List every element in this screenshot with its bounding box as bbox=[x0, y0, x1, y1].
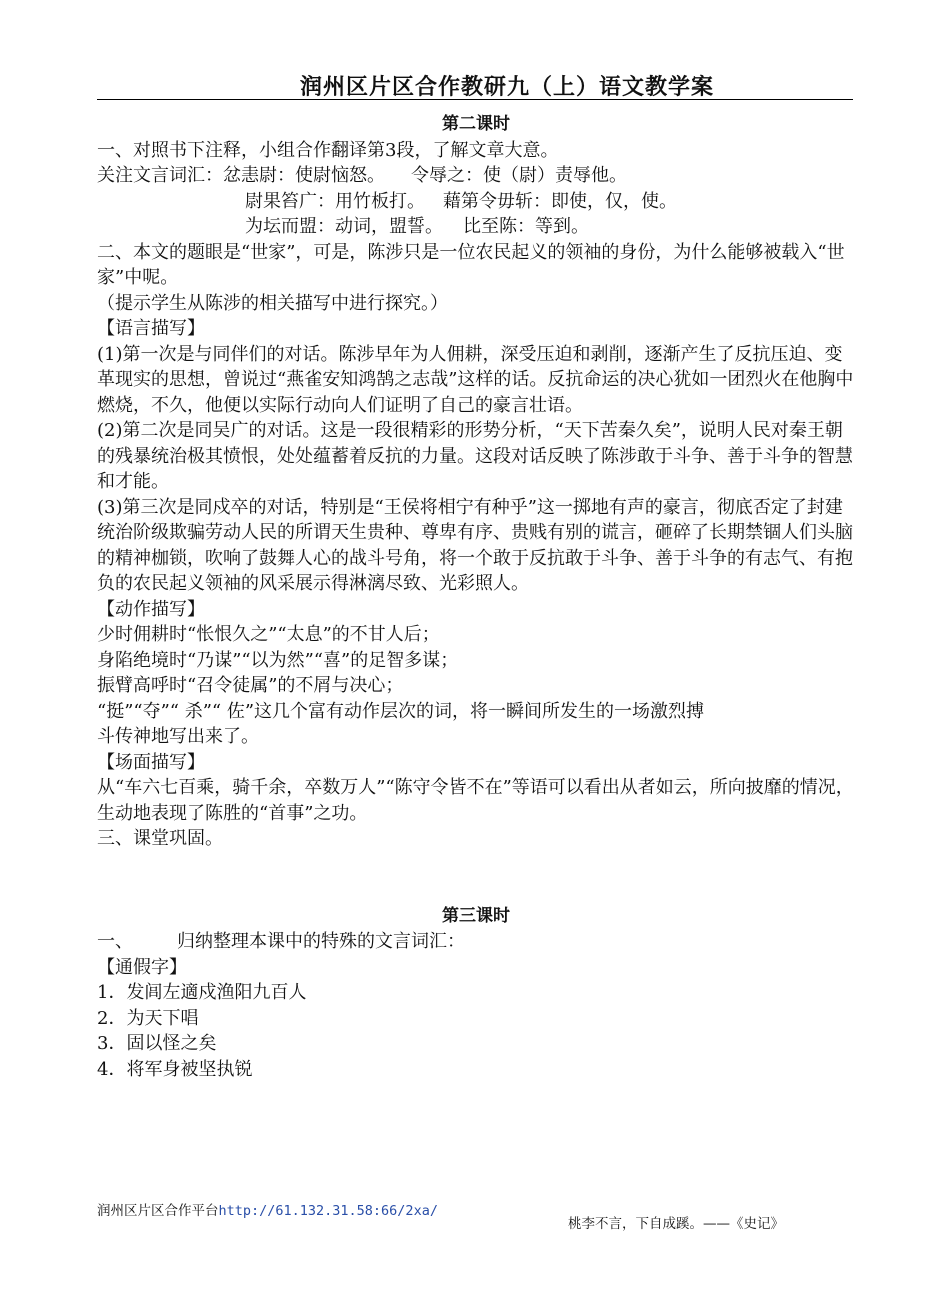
vocab-entry-1: 忿恚尉：使尉恼怒。 bbox=[223, 165, 385, 186]
footer-quote: 桃李不言，下自成蹊。——《史记》 bbox=[568, 1216, 784, 1232]
vocab-entry-3: 尉果笞广：用竹板打。 bbox=[245, 190, 425, 212]
vocab-entry-6: 比至陈：等到。 bbox=[463, 216, 589, 237]
tongjiazi-item-1: 1．发闾左適戍渔阳九百人 bbox=[97, 982, 307, 1003]
action-line-2: 身陷绝境时“乃谋”“以为然”“喜”的足智多谋； bbox=[97, 649, 459, 671]
section-title-lesson2: 第二课时 bbox=[442, 114, 510, 134]
tongjiazi-item-3: 3．固以怪之矣 bbox=[97, 1033, 217, 1054]
action-heading: 【动作描写】 bbox=[97, 598, 205, 620]
lesson3-item1-text: 归纳整理本课中的特殊的文言词汇： bbox=[177, 931, 465, 952]
action-line-5: 斗传神地写出来了。 bbox=[97, 726, 259, 747]
section-title-lesson3: 第三课时 bbox=[442, 905, 510, 926]
lesson2-item3: 三、课堂巩固。 bbox=[97, 828, 223, 849]
lesson2-item2: 二、本文的题眼是“世家”，可是，陈涉只是一位农民起义的领袖的身份，为什么能够被载入“世家”中呢。 bbox=[97, 241, 845, 288]
vocab-line-1 bbox=[97, 163, 855, 189]
action-line-3: 振臂高呼时“召令徒属”的不屑与决心； bbox=[97, 675, 404, 696]
scene-paragraph: 从“车六七百乘，骑千余，卒数万人”“陈守令皆不在”等语可以看出从者如云，所向披靡的情况，生动地表现了陈胜的“首事”之功。 bbox=[97, 777, 854, 824]
vocab-intro: 关注文言词汇： bbox=[97, 165, 223, 186]
footer-url-link[interactable]: http://61.132.31.58:66/2xa/ bbox=[218, 1203, 438, 1219]
action-line-4: “挺”“夺”“ 杀”“ 佐”这几个富有动作层次的词，将一瞬间所发生的一场激烈搏 bbox=[97, 700, 705, 722]
vocab-entry-5: 为坛而盟：动词，盟誓。 bbox=[245, 216, 443, 237]
action-line-1: 少时佣耕时“怅恨久之”“太息”的不甘人后； bbox=[97, 624, 440, 645]
lesson3-item1 bbox=[97, 929, 855, 955]
lesson2-hint: （提示学生从陈涉的相关描写中进行探究。） bbox=[97, 292, 448, 314]
footer-platform-name: 润州区片区合作平台 bbox=[97, 1203, 219, 1219]
footer-platform bbox=[97, 1199, 438, 1219]
language-paragraph-2: (2)第二次是同吴广的对话。这是一段很精彩的形势分析，“天下苦秦久矣”，说明人民对秦王朝的残暴统治极其愤恨，处处蕴蓄着反抗的力量。这段对话反映了陈涉敢于斗争、善于斗争的智慧和才能。 bbox=[97, 420, 853, 492]
language-heading: 【语言描写】 bbox=[97, 318, 205, 339]
header-divider bbox=[97, 99, 853, 100]
scene-heading: 【场面描写】 bbox=[97, 751, 205, 773]
vocab-line-2 bbox=[97, 189, 855, 215]
page-header-title: 润州区片区合作教研九（上）语文教学案 bbox=[300, 75, 715, 100]
lesson3-item1-number: 一、 bbox=[97, 931, 133, 952]
vocab-line-3 bbox=[97, 214, 855, 240]
language-paragraph-1: (1)第一次是与同伴们的对话。陈涉早年为人佣耕，深受压迫和剥削，逐渐产生了反抗压迫、变革现实的思想，曾说过“燕雀安知鸿鹄之志哉”这样的话。反抗命运的决心犹如一团烈火在他胸中燃烧，不久，他便以实际行动向人们证明了自己的豪言壮语。 bbox=[97, 343, 854, 416]
language-paragraph-3: (3)第三次是同戍卒的对话，特别是“王侯将相宁有种乎”这一掷地有声的豪言，彻底否定了封建统治阶级欺骗劳动人民的所谓天生贵种、尊卑有序、贵贱有别的谎言，砸碎了长期禁锢人们头脑的精神枷锁，吹响了鼓舞人心的战斗号角，将一个敢于反抗敢于斗争、善于斗争的有志气、有抱负的农民起义领袖的风采展示得淋漓尽致、光彩照人。 bbox=[97, 496, 853, 594]
tongjiazi-item-2: 2．为天下唱 bbox=[97, 1007, 199, 1029]
tongjiazi-item-4: 4．将军身被坚执锐 bbox=[97, 1058, 253, 1080]
vocab-entry-2: 令辱之：使（尉）责辱他。 bbox=[411, 165, 627, 186]
vocab-entry-4: 藉第令毋斩：即使，仅，使。 bbox=[443, 190, 677, 212]
lesson2-item1: 一、对照书下注释，小组合作翻译第3段，了解文章大意。 bbox=[97, 139, 559, 161]
document-body bbox=[97, 112, 855, 1082]
tongjiazi-heading: 【通假字】 bbox=[97, 956, 187, 978]
section-spacer bbox=[97, 852, 855, 904]
